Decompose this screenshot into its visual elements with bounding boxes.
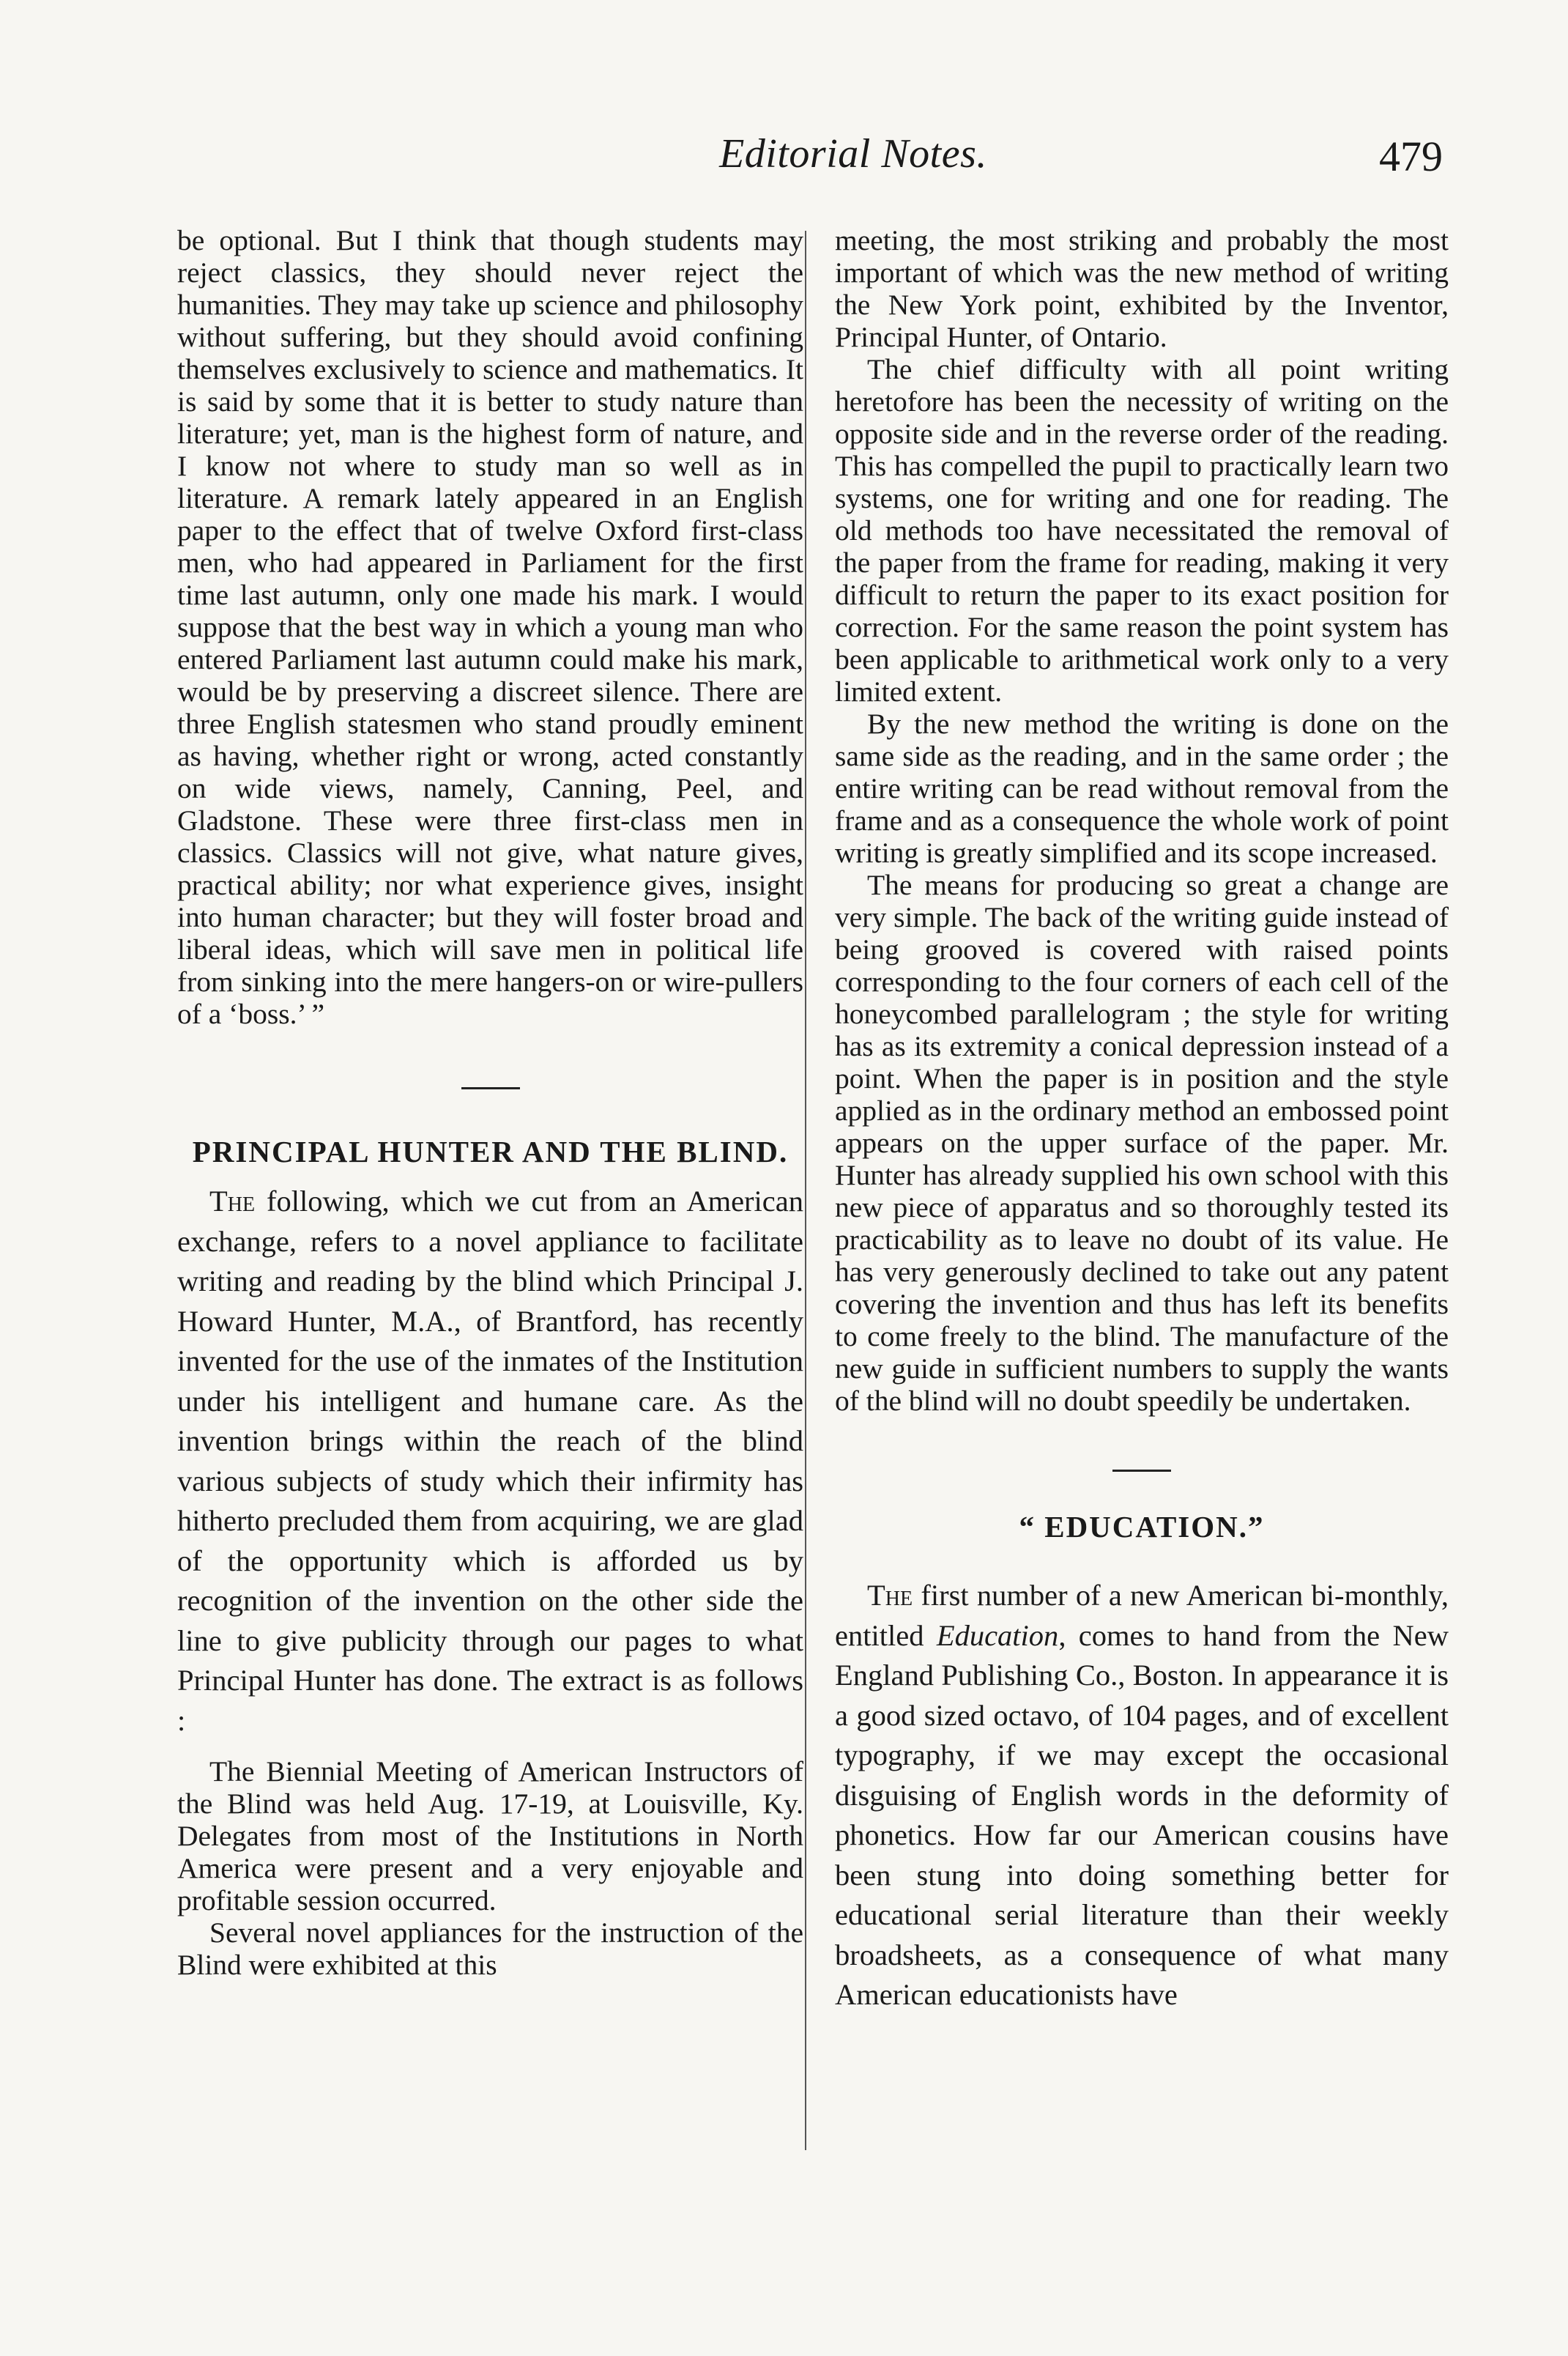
education-lead-word: The: [867, 1579, 913, 1612]
continued-paragraph: meeting, the most striking and probably the most important of which was the new method of writing the New York point, exhibited by the Inventor, Principal Hunter, of Ontario.: [835, 224, 1449, 353]
education-text: , comes to hand from the New England Publishing Co., Boston. In appearance it is a good sized octavo, of 104 pages, and of excellent typography, if we may except the occasional disguising of English words in the deformity of phonetics. How far our American cousins have been stung into doing something better for educational serial literature than their weekly broadsheets, as a consequence of what many American educationists have: [835, 1618, 1449, 2011]
spacer: [177, 1741, 803, 1755]
continued-paragraph: be optional. But I think that though students may reject classics, they should never reject the humanities. They may take up science and philosophy without suffering, but they should avoid confining themselves exclusively to science and mathematics. It is said by some that it is better to study nature than literature; yet, man is the highest form of nature, and I know not where to study man so well as in literature. A remark lately appeared in an English paper to the effect that of twelve Oxford first-class men, who had appeared in Parliament for the first time last autumn, only one made his mark. I would suppose that the best way in which a young man who entered Parliament last autumn could make his mark, would be by preserving a discreet silence. There are three English statesmen who stand proudly eminent as having, whether right or wrong, acted constantly on wide views, namely, Canning, Peel, and Gladstone. These were three first-class men in classics. Classics will not give, what nature gives, practical ability; nor what experience gives, insight into human character; but they will foster broad and liberal ideas, which will save men in political life from sinking into the mere hangers-on or wire-pullers of a ‘boss.’ ”: [177, 224, 803, 1030]
spacer: [835, 1546, 1449, 1576]
spacer: [177, 1030, 803, 1087]
spacer: [177, 1089, 803, 1132]
extract-paragraph: The Biennial Meeting of American Instructors of the Blind was held Aug. 17-19, at Louisville, Ky. Delegates from most of the Institutions in North America were present and a very enjoyable and profitable session occurred.: [177, 1755, 803, 1916]
body-paragraph: The chief difficulty with all point writing heretofore has been the necessity of writing on the opposite side and in the reverse order of the reading. This has compelled the pupil to practically learn two systems, one for writing and one for reading. The old methods too have necessitated the removal of the paper from the frame for reading, making it very difficult to return the paper to its exact position for correction. For the same reason the point system has been applicable to arithmetical work only to a very limited extent.: [835, 353, 1449, 708]
extract-paragraph: Several novel appliances for the instruction of the Blind were exhibited at this: [177, 1916, 803, 1981]
intro-lead-word: The: [209, 1185, 256, 1218]
body-paragraph: The means for producing so great a change are very simple. The back of the writing guide instead of being grooved is covered with raised points corresponding to the four corners of each cell of the honeycombed parallelogram ; the style for writing has as its extremity a conical depression instead of a point. When the paper is in position and the style applied as in the ordinary method an embossed point appears on the upper surface of the paper. Mr. Hunter has already supplied his own school with this new piece of apparatus and so thoroughly tested its practicability as to leave no doubt of its value. He has very generously declined to take out any patent covering the invention and thus has left its benefits to come freely to the blind. The manufacture of the new guide in sufficient numbers to supply the wants of the blind will no doubt speedily be undertaken.: [835, 869, 1449, 1417]
body-paragraph: By the new method the writing is done on the same side as the reading, and in the same order ; the entire writing can be read without removal from the frame and as a consequence the whole work of point writing is greatly simplified and its scope increased.: [835, 708, 1449, 869]
section-heading-education: “ EDUCATION.”: [1019, 1510, 1265, 1544]
section-heading-principal-hunter: PRINCIPAL HUNTER AND THE BLIND.: [192, 1135, 789, 1168]
running-header-title: Editorial Notes.: [719, 131, 987, 177]
spacer: [835, 1472, 1449, 1507]
journal-title: Education: [936, 1618, 1059, 1652]
intro-paragraph: [177, 1182, 803, 1741]
page-number: 479: [1379, 133, 1443, 180]
spacer: [835, 1417, 1449, 1470]
left-column: [177, 224, 803, 1981]
education-paragraph: [835, 1576, 1449, 2015]
intro-text: following, which we cut from an American exchange, refers to a novel appliance to facilitate writing and reading by the blind which Principal J. Howard Hunter, M.A., of Brantford, has recently invented for the use of the inmates of the Institution under his intelligent and humane care. As the invention brings within the reach of the blind various subjects of study which their infirmity has hitherto precluded them from acquiring, we are glad of the opportunity which is afforded us by recognition of the invention on the other side the line to give publicity through our pages to what Principal Hunter has done. The extract is as follows :: [177, 1185, 803, 1737]
spacer: [177, 1171, 803, 1182]
education-text: first number of a new American bi-monthly, entitled: [835, 1579, 1449, 1652]
right-column: [835, 224, 1449, 2015]
column-divider-rule: [805, 231, 806, 2150]
